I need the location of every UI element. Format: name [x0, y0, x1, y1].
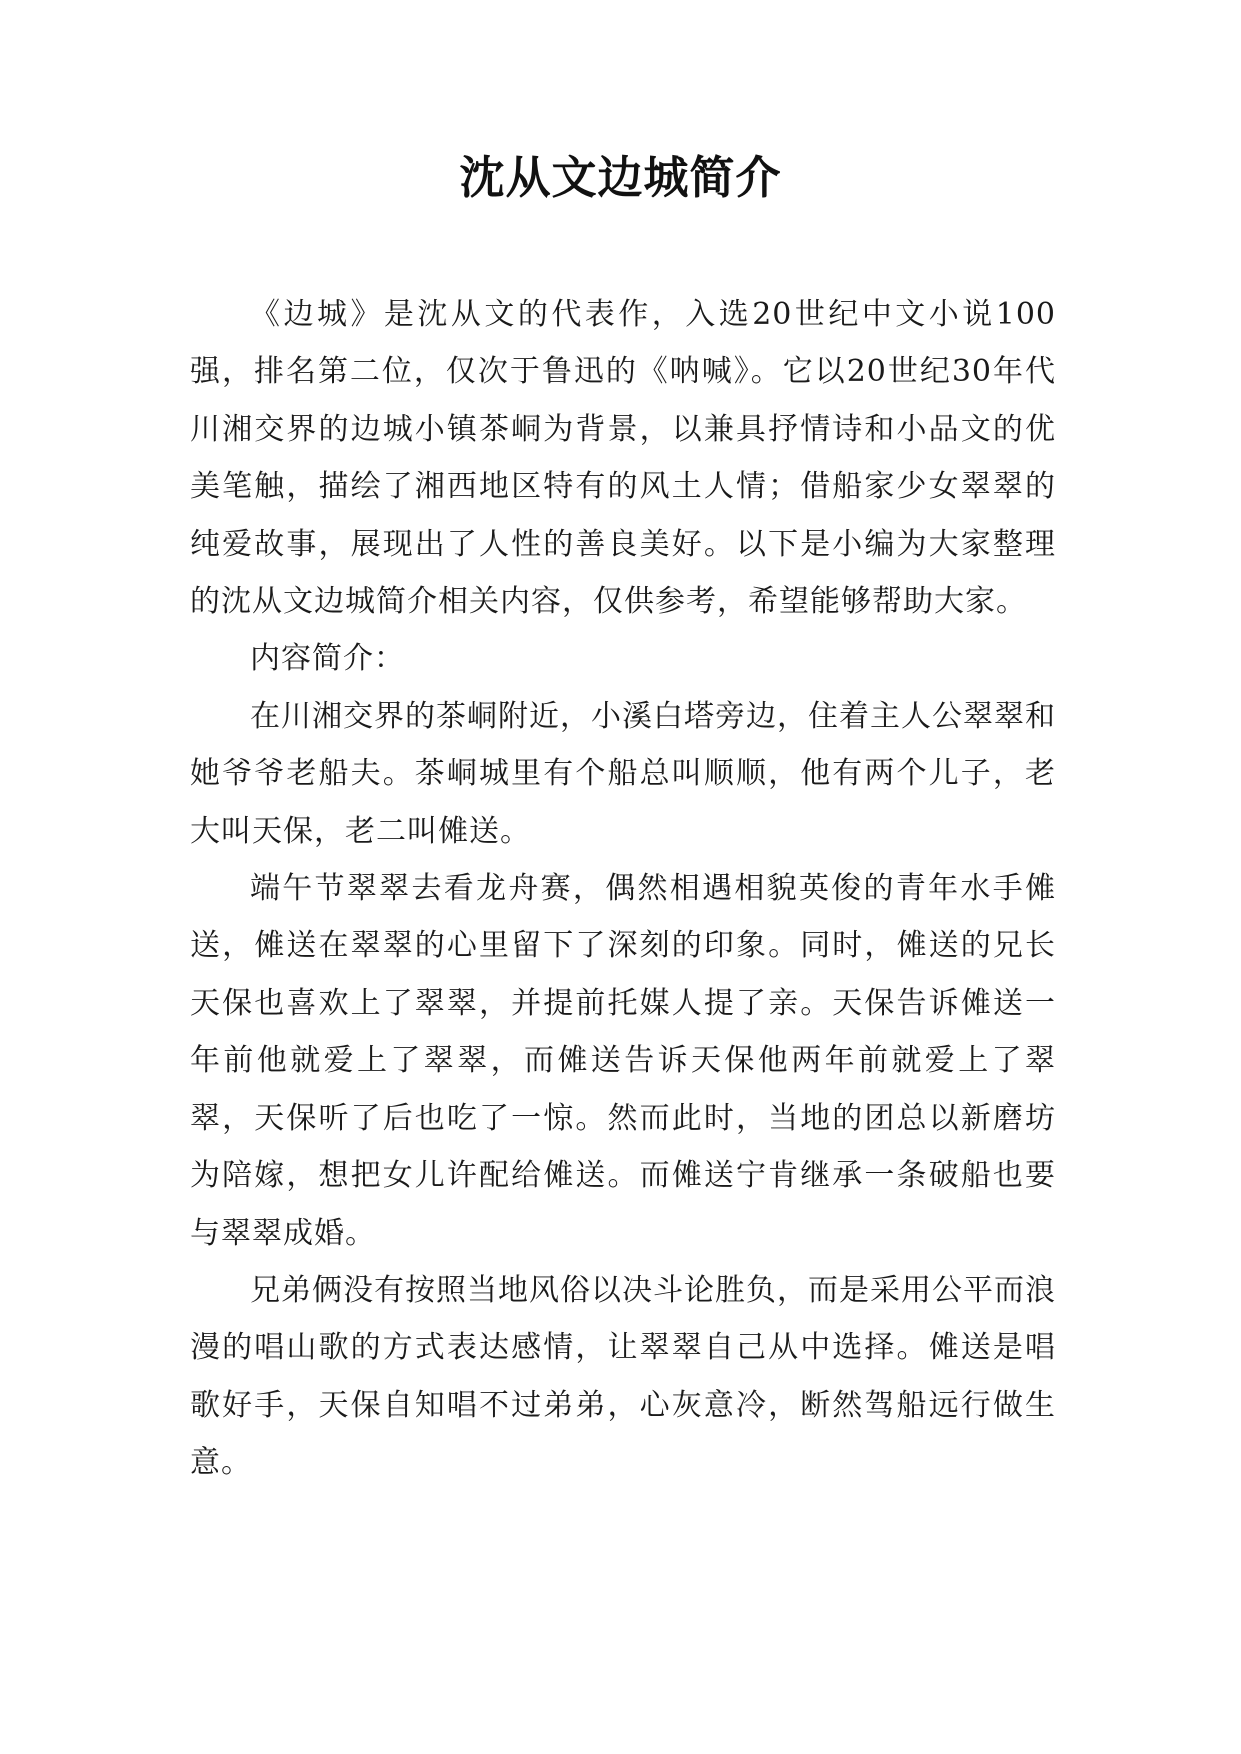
paragraph-intro: 《边城》是沈从文的代表作，入选20世纪中文小说100强，排名第二位，仅次于鲁迅的《呐喊》。它以20世纪30年代川湘交界的边城小镇茶峒为背景，以兼具抒情诗和小品文的优美笔触，描绘了湘西地区特有的风土人情；借船家少女翠翠的纯爱故事，展现出了人性的善良美好。以下是小编为大家整理的沈从文边城简介相关内容，仅供参考，希望能够帮助大家。 — [190, 297, 1056, 620]
document-title: 沈从文边城简介 — [459, 151, 782, 204]
paragraph-section-heading: 内容简介： — [250, 641, 405, 677]
document-body — [190, 286, 1056, 1492]
paragraph-setting: 在川湘交界的茶峒附近，小溪白塔旁边，住着主人公翠翠和她爷爷老船夫。茶峒城里有个船总叫顺顺，他有两个儿子，老大叫天保，老二叫傩送。 — [190, 698, 1056, 849]
paragraph-brothers: 兄弟俩没有按照当地风俗以决斗论胜负，而是采用公平而浪漫的唱山歌的方式表达感情，让翠翠自己从中选择。傩送是唱歌好手，天保自知唱不过弟弟，心灰意冷，断然驾船远行做生意。 — [190, 1272, 1056, 1481]
paragraph-dragon-boat: 端午节翠翠去看龙舟赛，偶然相遇相貌英俊的青年水手傩送，傩送在翠翠的心里留下了深刻的印象。同时，傩送的兄长天保也喜欢上了翠翠，并提前托媒人提了亲。天保告诉傩送一年前他就爱上了翠翠，而傩送告诉天保他两年前就爱上了翠翠，天保听了后也吃了一惊。然而此时，当地的团总以新磨坊为陪嫁，想把女儿许配给傩送。而傩送宁肯继承一条破船也要与翠翠成婚。 — [190, 871, 1056, 1251]
